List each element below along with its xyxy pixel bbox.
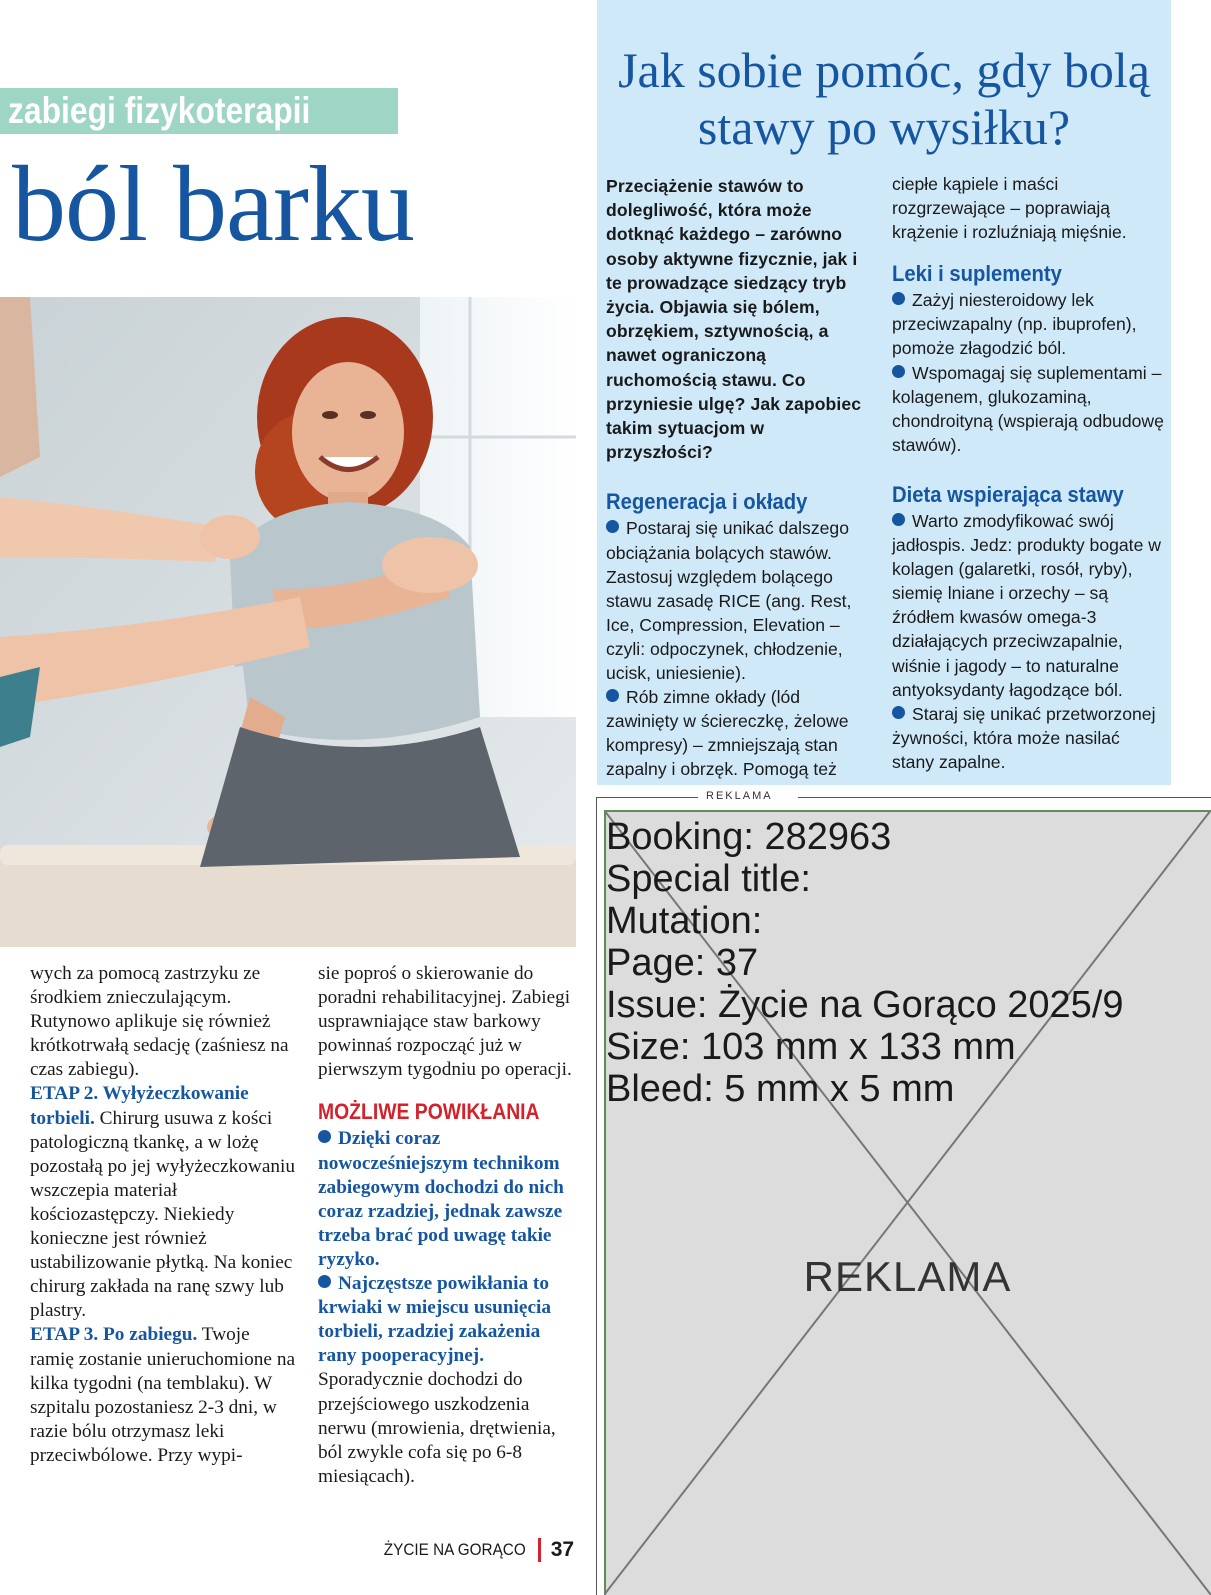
complications-bullet-1 [318,1127,574,1272]
bullet-dot-icon [892,513,905,526]
regeneration-bullet-1-text: Postaraj się unikać dalszego obciążania bolących stawów. Zastosuj względem bolącego stawu zasadę RICE (ang. Rest, Ice, Compression, Elevation – czyli: odpoczynek, chłodzenie, ucisk, uniesienie). [606,518,852,683]
bullet-dot-icon [892,292,905,305]
meds-bullet-1 [892,288,1164,360]
regeneration-bullet-2-text: Rób zimne okłady (lód zawinięty w ściereczkę, żelowe kompresy) – zmniejszają stan zapalny i obrzęk. Pomogą też [606,687,849,780]
bullet-dot-icon [606,520,619,533]
diet-bullet-2 [892,702,1164,774]
etap2-text: Chirurg usuwa z kości patologiczną tkankę, a w lożę pozostałą po jej wyłyżeczkowaniu wszczepia materiał kościozastępczy. Niekiedy konieczne jest również ustabilizowanie płytką. Na koniec chirurg zakłada na ranę szwy lub plastry. [30,1107,296,1322]
meds-bullet-1-text: Zażyj niesteroidowy lek przeciwzapalny (np. ibuprofen), pomoże złagodzić ból. [892,290,1137,359]
ad-booking: Booking: 282963 [606,816,892,858]
bullet-dot-icon [318,1275,331,1288]
complications-bullet-2-text: Sporadycznie dochodzi do przejściowego uszkodzenia nerwu (mrowienia, drętwienia, ból zwykle cofa się po 6-8 miesiącach). [318,1369,556,1487]
article-photo [0,297,576,947]
regeneration-bullet-2 [606,685,868,781]
infobox-title: Jak sobie pomóc, gdy bolą stawy po wysiłku? [618,42,1150,155]
article-paragraph: sie poproś o skierowanie do poradni rehabilitacyjnej. Zabiegi usprawniające staw barkowy powinnaś rozpocząć już w pierwszym tygodniu po operacji. [318,963,572,1081]
ad-size: Size: 103 mm x 133 mm [606,1026,1016,1068]
article-column-2 [318,962,574,1489]
meds-bullet-2-text: Wspomagaj się suplementami – kolagenem, glukozaminą, chondroityną (wspierają odbudowę stawów). [892,362,1164,455]
ad-booking-info [606,816,1124,1110]
ad-special-title: Special title: [606,858,811,900]
bullet-dot-icon [606,689,619,702]
section-tag: zabiegi fizykoterapii [8,90,311,131]
ad-page: Page: 37 [606,942,759,984]
infobox-continuation: ciepłe kąpiele i maści rozgrzewające – poprawiają krążenie i rozluźniają mięśnie. [892,174,1127,243]
infobox-column-2 [892,174,1164,774]
bullet-dot-icon [318,1130,331,1143]
diet-bullet-1 [892,509,1164,702]
bullet-dot-icon [892,365,905,378]
meds-bullet-2 [892,361,1164,457]
ad-issue: Issue: Życie na Gorąco 2025/9 [606,984,1124,1026]
page-title: ból barku [12,145,414,264]
footer-magazine-name: ŻYCIE NA GORĄCO [383,1540,526,1559]
footer-page-number: 37 [550,1538,575,1561]
etap3-text: Twoje ramię zostanie unieruchomione na kilka tygodni (na temblaku). W szpitalu pozostaniesz 2-3 dni, w razie bólu otrzymasz leki przeciwbólowe. Przy wypi- [30,1324,296,1466]
article-paragraph: wych za pomocą zastrzyku ze środkiem znieczulającym. Rutynowo aplikuje się również krótkotrwałą sedację (zaśniesz na czas zabiegu). [30,963,289,1081]
ad-frame-line [596,797,698,798]
bullet-dot-icon [892,706,905,719]
article-column-1 [30,962,298,1468]
complications-bullet-1-text: Dzięki coraz nowocześniejszym technikom zabiegowym dochodzi do nich coraz rzadziej, jednak zawsze trzeba brać pod uwagę takie ryzyko. [318,1128,564,1270]
diet-heading: Dieta wspierająca stawy [892,481,1124,507]
etap2-label: ETAP 2. Wyłyżeczkowanie torbieli. [30,1083,249,1129]
ad-mutation: Mutation: [606,900,763,942]
etap3-label: ETAP 3. Po zabiegu. [30,1324,198,1346]
complications-heading: MOŻLIWE POWIKŁANIA [318,1099,540,1125]
ad-frame-line [596,797,597,1595]
page-footer [368,1536,574,1564]
infobox-lead: Przeciążenie stawów to dolegliwość, która może dotknąć każdego – zarówno osoby aktywne fizycznie, jak i te prowadzące siedzący tryb życia. Objawia się bólem, obrzękiem, sztywnością, a nawet ograniczoną ruchomością stawu. Co przyniesie ulgę? Jak zapobiec takim sytuacjom w przyszłości? [606,176,862,463]
infobox-column-1 [606,174,868,781]
ad-label: REKLAMA [706,790,773,802]
regeneration-bullet-1 [606,516,868,685]
meds-heading: Leki i suplementy [892,261,1062,287]
ad-frame-line [798,797,1211,798]
diet-bullet-2-text: Staraj się unikać przetworzonej żywności, która może nasilać stany zapalne. [892,703,1156,772]
complications-bullet-2-bold: Najczęstsze powikłania to krwiaki w miejscu usunięcia torbieli, rzadziej zakażenia rany pooperacyjnej. [318,1273,551,1367]
regeneration-heading: Regeneracja i okłady [606,489,808,515]
complications-bullet-2 [318,1272,574,1489]
ad-placeholder-label: REKLAMA [803,1253,1012,1300]
footer-separator [538,1538,541,1562]
ad-bleed: Bleed: 5 mm x 5 mm [606,1068,955,1110]
diet-bullet-1-text: Warto zmodyfikować swój jadłospis. Jedz: produkty bogate w kolagen (galaretki, rosół, ryby), siemię lniane i orzechy – są źródłem kwasów omega-3 działających przeciwzapalnie, wiśnie i jagody – to naturalne antyoksydanty łagodzące ból. [892,510,1161,700]
